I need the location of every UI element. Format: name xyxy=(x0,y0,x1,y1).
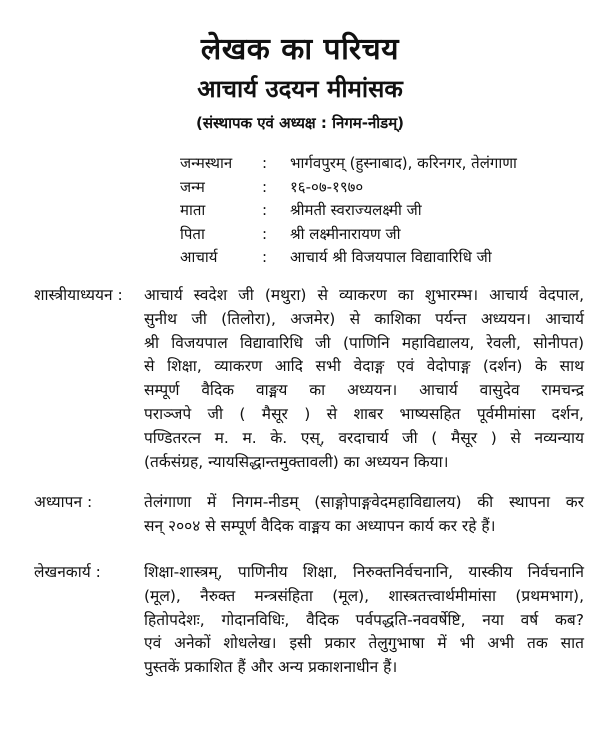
paragraph-line: सन् २००४ से सम्पूर्ण वैदिक वाङ्मय का अध्यापन कार्य कर रहे हैं। xyxy=(144,516,496,535)
paragraph-line: शिक्षा-शास्त्रम्, पाणिनीय शिक्षा, निरुक्तनिर्वचनानि, यास्कीय निर्वचनानि xyxy=(144,563,584,581)
bio-label: पिता xyxy=(180,224,205,243)
bio-label: आचार्य xyxy=(180,248,218,266)
paragraph-line: सम्पूर्ण वैदिक वाङ्मय का अध्ययन। आचार्य वासुदेव रामचन्द्र xyxy=(144,381,584,400)
bio-colon: : xyxy=(262,248,268,266)
bio-label: जन्म xyxy=(180,177,205,196)
bio-details xyxy=(180,152,517,270)
bio-value: श्रीमती स्वराज्यलक्ष्मी जी xyxy=(290,201,422,219)
paragraph-line: पराञ्जपे जी ( मैसूर ) से शाबर भाष्यसहित पूर्वमीमांसा दर्शन, xyxy=(144,404,584,423)
section-body xyxy=(144,284,584,474)
bio-label: जन्मस्थान xyxy=(180,154,233,172)
bio-colon: : xyxy=(262,224,268,243)
paragraph-line: तेलंगाणा में निगम-नीडम् (साङ्गोपाङ्गवेदमहाविद्यालय) की स्थापना कर xyxy=(144,493,584,511)
bio-colon: : xyxy=(262,177,268,196)
bio-colon: : xyxy=(262,154,268,172)
paragraph-line: से शिक्षा, व्याकरण आदि सभी वेदाङ्ग एवं वेदोपाङ्ग (दर्शन) के साथ xyxy=(144,357,584,376)
paragraph-line: (तर्कसंग्रह, न्यायसिद्धान्तमुक्तावली) का अध्ययन किया। xyxy=(144,452,449,471)
paragraph-line: पुस्तकें प्रकाशित हैं और अन्य प्रकाशनाधीन हैं। xyxy=(144,658,398,677)
author-role: (संस्थापक एवं अध्यक्ष : निगम-नीडम्) xyxy=(195,114,405,132)
section-label: शास्त्रीयाध्ययन : xyxy=(34,286,123,304)
bio-label: माता xyxy=(180,201,206,219)
bio-row-mother xyxy=(180,199,517,223)
paragraph-line: (मूल), नैरुक्त मन्त्रसंहिता (मूल), शास्त्रतत्त्वार्थमीमांसा (प्रथमभाग), xyxy=(144,586,584,605)
section-body xyxy=(144,561,584,680)
author-name: आचार्य उदयन मीमांसक xyxy=(197,75,403,103)
bio-value: १६-०७-१९७० xyxy=(290,177,364,196)
paragraph-line: आचार्य स्वदेश जी (मथुरा) से व्याकरण का शुभारम्भ। आचार्य वेदपाल, xyxy=(144,286,584,304)
bio-value: श्री लक्ष्मीनारायण जी xyxy=(290,224,401,243)
bio-colon: : xyxy=(262,201,268,219)
section-label: लेखनकार्य : xyxy=(34,563,101,581)
bio-row-birthplace xyxy=(180,152,517,176)
paragraph-line: सुनीथ जी (तिलोरा), अजमेर) से काशिका पर्यन्त अध्ययन। आचार्य xyxy=(144,309,584,328)
paragraph-line: पण्डितरत्न म. म. के. एस्, वरदाचार्य जी ( मैसूर ) से नव्यन्याय xyxy=(144,428,584,447)
bio-row-birthdate xyxy=(180,176,517,200)
bio-row-father xyxy=(180,223,517,247)
bio-value: आचार्य श्री विजयपाल विद्यावारिधि जी xyxy=(290,248,492,266)
paragraph-line: हितोपदेशः, गोदानविधिः, वैदिक पर्वपद्धति-नववर्षेष्टि, नया वर्ष कब? xyxy=(144,610,584,629)
section-label: अध्यापन : xyxy=(34,493,93,511)
bio-value: भार्गवपुरम् (हुस्नाबाद), करिनगर, तेलंगाणा xyxy=(290,154,517,172)
paragraph-line: एवं अनेकों शोधलेख। इसी प्रकार तेलुगुभाषा में भी अभी तक सात xyxy=(144,634,584,653)
page-title: लेखक का परिचय xyxy=(200,32,400,67)
paragraph-line: श्री विजयपाल विद्यावारिधि जी (पाणिनि महाविद्यालय, रेवली, सोनीपत) xyxy=(144,333,584,352)
bio-row-teacher xyxy=(180,246,517,270)
section-body xyxy=(144,491,584,539)
